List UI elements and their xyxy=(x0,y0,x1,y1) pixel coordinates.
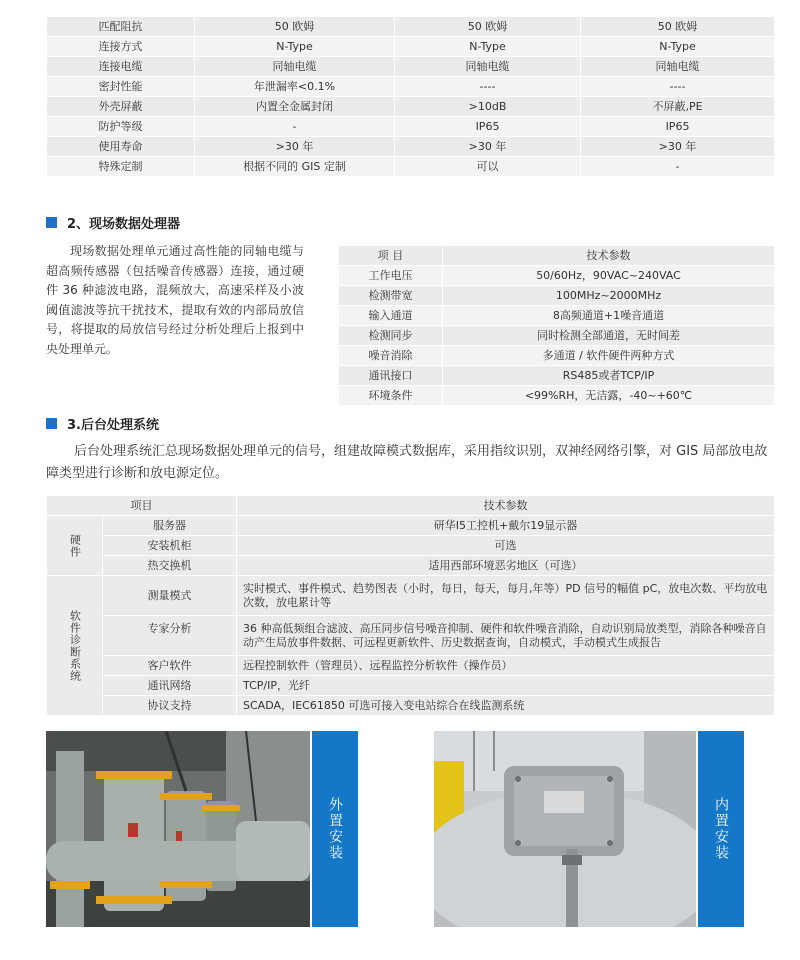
backend-value: 可选 xyxy=(237,536,775,556)
section-2-title: 2、现场数据处理器 xyxy=(67,216,181,232)
spec-value: ---- xyxy=(395,77,581,97)
backend-value: SCADA，IEC61850 可选可接入变电站综合在线监测系统 xyxy=(237,696,775,716)
spec-value: ---- xyxy=(581,77,775,97)
spec-value: IP65 xyxy=(395,117,581,137)
backend-table-header-item: 项目 xyxy=(47,496,237,516)
spec-value: >30 年 xyxy=(581,137,775,157)
section-3-title: 3.后台处理系统 xyxy=(67,417,159,433)
external-installation-photo xyxy=(46,731,310,927)
external-installation-text: 外置安装 xyxy=(327,797,343,861)
processor-spec-table xyxy=(338,245,775,406)
spec-value: - xyxy=(581,157,775,177)
section-2-paragraph: 现场数据处理单元通过高性能的同轴电缆与超高频传感器（包括噪音传感器）连接，通过硬件 36 种滤波电路，混频放大，高速采样及小波阈值滤波等抗干扰技术，提取有效的内部局放信号，将提取的局放信号经过分析处理后上报到中央处理单元。 xyxy=(46,244,304,356)
processor-value: 50/60Hz，90VAC~240VAC xyxy=(443,266,775,286)
processor-value: 多通道 / 软件硬件两种方式 xyxy=(443,346,775,366)
spec-value: >10dB xyxy=(395,97,581,117)
spec-item: 使用寿命 xyxy=(47,137,195,157)
internal-installation-text: 内置安装 xyxy=(713,797,729,861)
processor-item: 环境条件 xyxy=(339,386,443,406)
processor-item: 输入通道 xyxy=(339,306,443,326)
processor-value: RS485或者TCP/IP xyxy=(443,366,775,386)
sensor-spec-table xyxy=(46,16,775,177)
backend-item: 客户软件 xyxy=(103,656,237,676)
spec-value: 同轴电缆 xyxy=(395,57,581,77)
spec-value: 可以 xyxy=(395,157,581,177)
processor-table-header-item: 项 目 xyxy=(339,246,443,266)
spec-item: 防护等级 xyxy=(47,117,195,137)
processor-item: 噪音消除 xyxy=(339,346,443,366)
spec-item: 外壳屏蔽 xyxy=(47,97,195,117)
spec-value: >30 年 xyxy=(395,137,581,157)
bullet-square-icon xyxy=(46,418,57,429)
spec-value: 50 欧姆 xyxy=(195,17,395,37)
processor-table-header-param: 技术参数 xyxy=(443,246,775,266)
processor-value: 8高频通道+1噪音通道 xyxy=(443,306,775,326)
backend-value: TCP/IP，光纤 xyxy=(237,676,775,696)
processor-row xyxy=(339,266,775,286)
backend-item: 测量模式 xyxy=(103,576,237,616)
spec-value: 同轴电缆 xyxy=(195,57,395,77)
processor-value: <99%RH，无洁露，-40~+60℃ xyxy=(443,386,775,406)
processor-row xyxy=(339,346,775,366)
spec-value: - xyxy=(195,117,395,137)
internal-installation-label xyxy=(698,731,744,927)
backend-value: 36 种高低频组合滤波、高压同步信号噪音抑制、硬件和软件噪音消除，自动识别局放类型，消除各种噪音自动产生局放事件数据、可远程更新软件、历史数据查询，自动模式，手动模式生成报告 xyxy=(237,616,775,656)
processor-item: 工作电压 xyxy=(339,266,443,286)
backend-value: 适用西部环境恶劣地区（可选） xyxy=(237,556,775,576)
software-group-label: 软件诊断系统 xyxy=(47,576,103,716)
backend-value: 远程控制软件（管理员）、远程监控分析软件（操作员） xyxy=(237,656,775,676)
spec-value: N-Type xyxy=(195,37,395,57)
spec-row xyxy=(47,57,775,77)
processor-row xyxy=(339,286,775,306)
backend-table-header-param: 技术参数 xyxy=(237,496,775,516)
backend-item: 安装机柜 xyxy=(103,536,237,556)
spec-item: 密封性能 xyxy=(47,77,195,97)
section-3-heading xyxy=(46,414,159,432)
processor-value: 同时检测全部通道，无时间差 xyxy=(443,326,775,346)
spec-row xyxy=(47,137,775,157)
processor-value: 100MHz~2000MHz xyxy=(443,286,775,306)
spec-row xyxy=(47,17,775,37)
spec-value: IP65 xyxy=(581,117,775,137)
spec-item: 特殊定制 xyxy=(47,157,195,177)
processor-item: 检测带宽 xyxy=(339,286,443,306)
backend-item: 服务器 xyxy=(103,516,237,536)
backend-item: 热交换机 xyxy=(103,556,237,576)
backend-item: 专家分析 xyxy=(103,616,237,656)
spec-row xyxy=(47,117,775,137)
spec-value: N-Type xyxy=(581,37,775,57)
spec-row xyxy=(47,77,775,97)
hardware-group-label: 硬件 xyxy=(47,516,103,576)
backend-item: 协议支持 xyxy=(103,696,237,716)
spec-value: N-Type xyxy=(395,37,581,57)
spec-value: 根据不同的 GIS 定制 xyxy=(195,157,395,177)
spec-value: 同轴电缆 xyxy=(581,57,775,77)
backend-spec-table xyxy=(46,495,775,716)
processor-row xyxy=(339,326,775,346)
spec-value: >30 年 xyxy=(195,137,395,157)
spec-value: 内置全金属封闭 xyxy=(195,97,395,117)
external-installation-label xyxy=(312,731,358,927)
spec-row xyxy=(47,97,775,117)
section-2-heading xyxy=(46,213,180,231)
spec-item: 连接电缆 xyxy=(47,57,195,77)
spec-value: 50 欧姆 xyxy=(581,17,775,37)
spec-value: 年泄漏率<0.1% xyxy=(195,77,395,97)
spec-row xyxy=(47,157,775,177)
section-3-paragraph: 后台处理系统汇总现场数据处理单元的信号，组建故障模式数据库，采用指纹识别，双神经网络引擎，对 GIS 局部放电故障类型进行诊断和放电源定位。 xyxy=(46,444,768,481)
backend-value: 实时模式、事件模式、趋势图表（小时，每日，每天，每月,年等）PD 信号的幅值 pC，放电次数、平均放电次数，放电累计等 xyxy=(237,576,775,616)
spec-row xyxy=(47,37,775,57)
processor-row xyxy=(339,306,775,326)
processor-item: 通讯接口 xyxy=(339,366,443,386)
backend-item: 通讯网络 xyxy=(103,676,237,696)
processor-row xyxy=(339,386,775,406)
backend-value: 研华I5工控机+戴尔19显示器 xyxy=(237,516,775,536)
bullet-square-icon xyxy=(46,217,57,228)
spec-value: 不屏蔽,PE xyxy=(581,97,775,117)
spec-item: 匹配阻抗 xyxy=(47,17,195,37)
spec-value: 50 欧姆 xyxy=(395,17,581,37)
processor-item: 检测同步 xyxy=(339,326,443,346)
processor-row xyxy=(339,366,775,386)
spec-item: 连接方式 xyxy=(47,37,195,57)
internal-installation-photo xyxy=(434,731,696,927)
